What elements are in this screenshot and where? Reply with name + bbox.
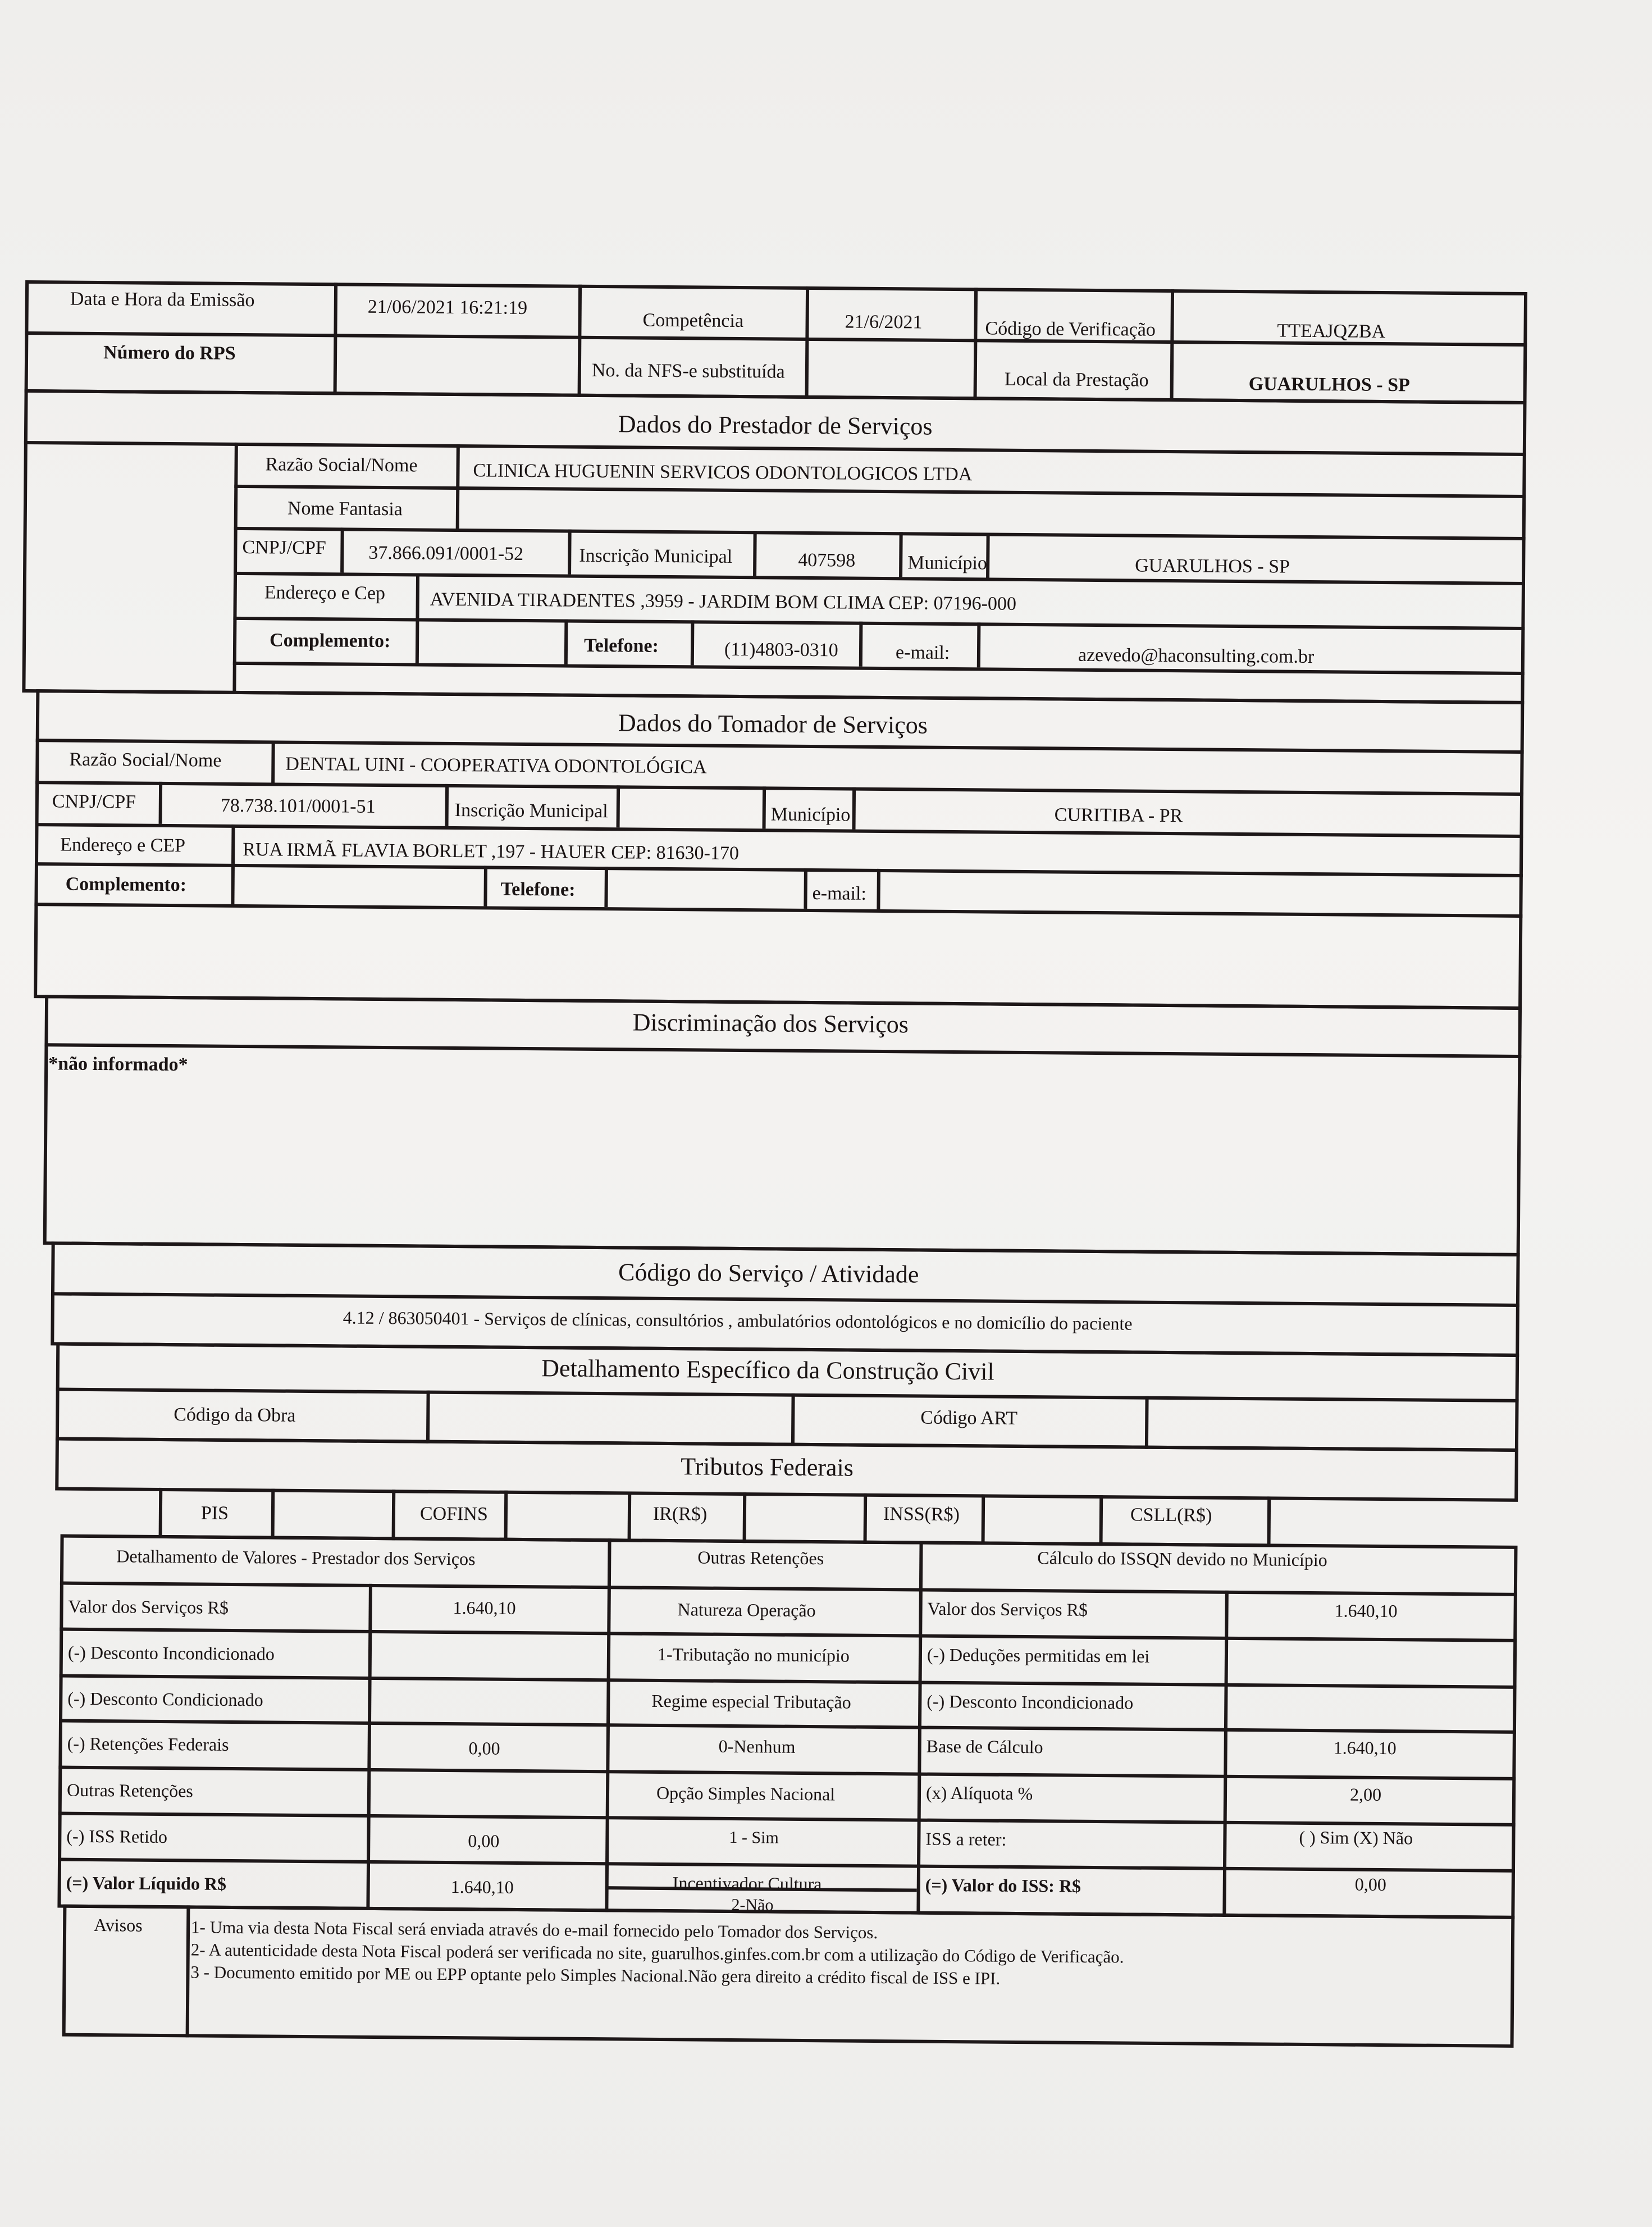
prestador-telefone-label: Telefone: (583, 635, 659, 657)
valores-left-label: (-) Retenções Federais (67, 1733, 229, 1755)
valores-right-value: 1.640,10 (1334, 1600, 1398, 1622)
valores-col3-title: Cálculo do ISSQN devido no Município (1037, 1547, 1327, 1570)
valor-liquido-value: 1.640,10 (450, 1877, 514, 1897)
tributos-title: Tributos Federais (681, 1452, 854, 1482)
regime-value: 0-Nenhum (718, 1736, 796, 1757)
prestador-fantasia-label: Nome Fantasia (287, 498, 403, 520)
tomador-complemento-label: Complemento: (65, 873, 187, 896)
prestador-complemento-label: Complemento: (269, 630, 391, 652)
valor-iss-label: (=) Valor do ISS: R$ (925, 1874, 1081, 1896)
valores-left-label: Outras Retenções (66, 1779, 193, 1801)
valores-col1-title: Detalhamento de Valores - Prestador dos Serviços (116, 1546, 476, 1569)
prestador-email-value: azevedo@haconsulting.com.br (1078, 644, 1315, 668)
discriminacao-text: *não informado* (48, 1053, 188, 1076)
cod-verificacao-label: Código de Verificação (985, 318, 1156, 340)
incentivador-label: Incentivador Cultura (672, 1873, 822, 1894)
tomador-razao-label: Razão Social/Nome (69, 749, 222, 771)
iss-reter-value: ( ) Sim (X) Não (1299, 1827, 1413, 1848)
discriminacao-title: Discriminação dos Serviços (632, 1008, 909, 1039)
data-hora-value: 21/06/2021 16:21:19 (367, 296, 528, 319)
tributo-ir: IR(R$) (652, 1503, 708, 1525)
valores-left-label: (-) Desconto Condicionado (67, 1688, 263, 1710)
valores-left-value: 0,00 (468, 1830, 500, 1851)
simples-label: Opção Simples Nacional (656, 1782, 836, 1805)
tomador-telefone-label: Telefone: (500, 878, 576, 900)
tomador-razao-value: DENTAL UINI - COOPERATIVA ODONTOLÓGICA (285, 753, 707, 778)
tomador-cnpj-label: CNPJ/CPF (52, 791, 136, 813)
aviso-line: 2- A autenticidade desta Nota Fiscal poderá ser verificada no site, guarulhos.ginfes.com.br com a utilização do Código de Verificação. (190, 1939, 1124, 1967)
rps-label: Número do RPS (103, 342, 236, 364)
prestador-cnpj-value: 37.866.091/0001-52 (368, 542, 524, 564)
tributo-cofins: COFINS (419, 1503, 488, 1525)
valores-right-label: (-) Desconto Incondicionado (927, 1691, 1134, 1713)
nfse-form (11, 76, 1529, 2101)
codigo-art-label: Código ART (920, 1407, 1018, 1429)
valores-right-label: (x) Alíquota % (925, 1782, 1033, 1804)
prestador-endereco-label: Endereço e Cep (264, 582, 386, 604)
tomador-insc-label: Inscrição Municipal (454, 800, 608, 822)
prestador-insc-label: Inscrição Municipal (579, 545, 733, 567)
codigo-servico-title: Código do Serviço / Atividade (618, 1258, 919, 1288)
data-hora-label: Data e Hora da Emissão (70, 288, 255, 311)
construcao-title: Detalhamento Específico da Construção Civil (541, 1354, 994, 1386)
simples-value: 1 - Sim (729, 1828, 779, 1847)
prestador-cnpj-label: CNPJ/CPF (242, 537, 326, 559)
valor-liquido-label: (=) Valor Líquido R$ (66, 1872, 227, 1894)
tomador-endereco-value: RUA IRMÃ FLAVIA BORLET ,197 - HAUER CEP: 81630-170 (243, 839, 740, 864)
tomador-title: Dados do Tomador de Serviços (618, 709, 928, 739)
tomador-endereco-label: Endereço e CEP (60, 834, 186, 857)
aviso-line: 1- Uma via desta Nota Fiscal será enviada através do e-mail fornecido pelo Tomador dos Serviços. (190, 1917, 878, 1943)
valores-right-label: Base de Cálculo (926, 1736, 1043, 1757)
competencia-label: Competência (642, 309, 744, 332)
competencia-value: 21/6/2021 (845, 311, 923, 333)
prestador-municipio-value: GUARULHOS - SP (1135, 555, 1290, 577)
valores-left-value: 1.640,10 (453, 1597, 516, 1618)
codigo-obra-label: Código da Obra (174, 1404, 296, 1426)
valores-right-value: 1.640,10 (1333, 1737, 1397, 1759)
prestador-municipio-label: Município (907, 552, 988, 574)
tributo-inss: INSS(R$) (883, 1504, 960, 1525)
prestador-telefone-value: (11)4803-0310 (724, 639, 838, 661)
valores-left-label: (-) ISS Retido (66, 1825, 168, 1847)
prestador-email-label: e-mail: (895, 642, 950, 663)
prestador-razao-value: CLINICA HUGUENIN SERVICOS ODONTOLOGICOS LTDA (473, 460, 973, 485)
prestador-title: Dados do Prestador de Serviços (618, 410, 933, 440)
valores-right-value: 2,00 (1349, 1784, 1382, 1805)
valores-left-label: Valor dos Serviços R$ (68, 1596, 229, 1618)
tomador-municipio-label: Município (770, 804, 851, 826)
tributo-csll: CSLL(R$) (1130, 1504, 1212, 1526)
valor-iss-value: 0,00 (1354, 1874, 1386, 1895)
nfse-subst-label: No. da NFS-e substituída (591, 359, 785, 382)
prestador-insc-value: 407598 (798, 549, 856, 571)
valores-right-label: (-) Deduções permitidas em lei (927, 1644, 1150, 1666)
incentivador-value: 2-Não (731, 1895, 774, 1915)
natureza-label: Natureza Operação (677, 1599, 816, 1621)
iss-reter-label: ISS a reter: (925, 1828, 1007, 1850)
cod-verificacao-value: TTEAJQZBA (1277, 320, 1386, 343)
regime-label: Regime especial Tributação (651, 1690, 851, 1713)
local-prestacao-label: Local da Prestação (1004, 368, 1149, 391)
natureza-value: 1-Tributação no município (657, 1643, 850, 1666)
tributo-pis: PIS (200, 1502, 229, 1524)
codigo-servico-text: 4.12 / 863050401 - Serviços de clínicas, consultórios , ambulatórios odontológicos e no domicílio do paciente (343, 1307, 1133, 1334)
tomador-email-label: e-mail: (812, 883, 867, 904)
local-prestacao-value: GUARULHOS - SP (1248, 374, 1411, 396)
tomador-municipio-value: CURITIBA - PR (1054, 804, 1183, 827)
prestador-razao-label: Razão Social/Nome (265, 454, 418, 476)
valores-left-label: (-) Desconto Incondicionado (67, 1642, 275, 1664)
valores-left-value: 0,00 (468, 1738, 500, 1759)
tomador-cnpj-value: 78.738.101/0001-51 (220, 795, 376, 817)
aviso-line: 3 - Documento emitido por ME ou EPP optante pelo Simples Nacional.Não gera direito a crédito fiscal de ISS e IPI. (190, 1962, 1001, 1988)
avisos-label: Avisos (94, 1915, 143, 1935)
valores-right-label: Valor dos Serviços R$ (927, 1598, 1088, 1620)
prestador-endereco-value: AVENIDA TIRADENTES ,3959 - JARDIM BOM CLIMA CEP: 07196-000 (430, 589, 1017, 614)
valores-col2-title: Outras Retenções (697, 1547, 824, 1569)
